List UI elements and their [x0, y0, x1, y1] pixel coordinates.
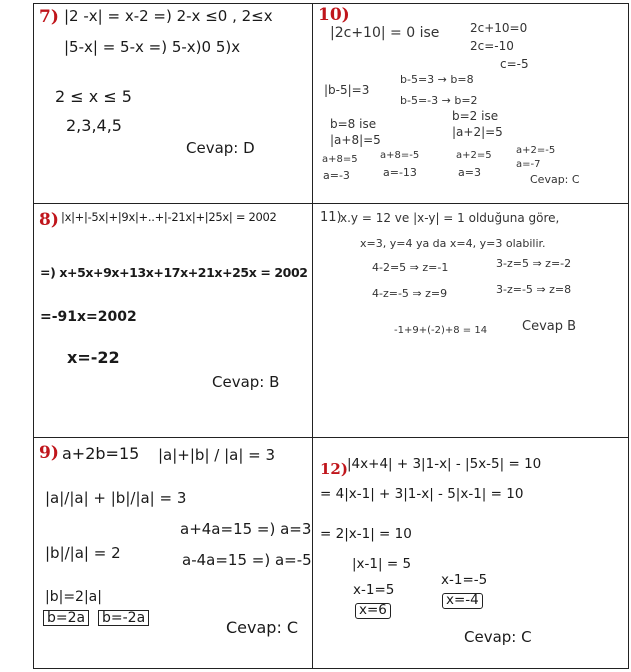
problem-11-answer: Cevap B [522, 319, 577, 334]
problem-9-line-3: |a|/|a| + |b|/|a| = 3 [45, 489, 187, 507]
problem-11-line-1: x.y = 12 ve |x-y| = 1 olduğuna göre, [340, 211, 560, 225]
problem-10-line-13: a+8=-5 [380, 150, 420, 161]
problem-10-line-1: |2c+10| = 0 ise [330, 25, 440, 41]
problem-11-line-7: -1+9+(-2)+8 = 14 [394, 325, 488, 336]
problem-10-line-3: 2c=-10 [470, 39, 514, 53]
problem-9-number: 9) [39, 443, 59, 463]
problem-10-line-5: |b-5|=3 [324, 83, 370, 97]
row-divider-1 [33, 203, 629, 204]
problem-9-line-9: b=-2a [98, 610, 149, 626]
problem-11-number: 11) [320, 210, 342, 225]
problem-11-line-6: 3-z=-5 ⇒ z=8 [496, 283, 572, 296]
problem-12-line-8: x=-4 [442, 593, 483, 609]
problem-12-number: 12) [320, 460, 348, 478]
problem-9-line-1: a+2b=15 [62, 444, 140, 463]
problem-10-line-4: c=-5 [500, 57, 529, 71]
problem-12-line-5: x-1=5 [353, 582, 395, 598]
problem-7-answer: Cevap: D [186, 139, 255, 157]
problem-12-line-4: |x-1| = 5 [352, 556, 412, 572]
problem-10-answer: Cevap: C [530, 173, 580, 186]
problem-10-line-16: a=-3 [323, 169, 350, 182]
problem-10-number: 10) [318, 5, 350, 25]
problem-12-answer: Cevap: C [464, 628, 532, 646]
problem-10-line-2: 2c+10=0 [470, 21, 528, 35]
problem-9-line-6: a-4a=15 =) a=-5 [182, 551, 312, 569]
problem-10-line-12: a+8=5 [322, 154, 358, 165]
problem-10-line-7: b-5=-3 → b=2 [400, 94, 478, 107]
row-divider-2 [33, 437, 629, 438]
problem-12-line-7: x=6 [355, 603, 391, 619]
problem-10-line-19: a=-7 [516, 159, 541, 170]
problem-9-line-8: b=2a [43, 610, 89, 626]
problem-9-line-2: |a|+|b| / |a| = 3 [158, 446, 276, 464]
problem-10-line-8: b=8 ise [330, 117, 377, 131]
problem-11-line-4: 3-z=5 ⇒ z=-2 [496, 257, 572, 270]
problem-7-line-3: 2 ≤ x ≤ 5 [55, 87, 132, 106]
problem-9-answer: Cevap: C [226, 618, 299, 637]
problem-7-line-2: |5-x| = 5-x =) 5-x)0 5)x [64, 38, 241, 56]
problem-10-line-9: b=2 ise [452, 109, 499, 123]
problem-7-number: 7) [39, 7, 59, 27]
problem-9-line-7: |b|=2|a| [45, 589, 102, 605]
problem-10-line-10: |a+8|=5 [330, 133, 381, 147]
problem-12-line-6: x-1=-5 [441, 572, 488, 588]
problem-8-answer: Cevap: B [212, 373, 280, 391]
problem-8-line-2: =) x+5x+9x+13x+17x+21x+25x = 2002 [40, 265, 308, 280]
problem-8-number: 8) [39, 210, 59, 230]
problem-10-line-6: b-5=3 → b=8 [400, 73, 474, 86]
problem-11-line-5: 4-z=-5 ⇒ z=9 [372, 287, 448, 300]
problem-8-line-1: |x|+|-5x|+|9x|+..+|-21x|+|25x| = 2002 [61, 210, 277, 224]
column-divider [312, 3, 313, 669]
problem-10-line-11: |a+2|=5 [452, 125, 503, 139]
problem-10-line-14: a+2=5 [456, 150, 492, 161]
problem-8-line-4: x=-22 [67, 348, 120, 367]
problem-7-line-4: 2,3,4,5 [66, 116, 122, 135]
problem-11-line-2: x=3, y=4 ya da x=4, y=3 olabilir. [360, 237, 546, 250]
problem-8-line-3: =-91x=2002 [40, 309, 137, 325]
problem-10-line-15: a+2=-5 [516, 145, 556, 156]
problem-12-line-2: = 4|x-1| + 3|1-x| - 5|x-1| = 10 [320, 486, 524, 502]
problem-7-line-1: |2 -x| = x-2 =) 2-x ≤0 , 2≤x [64, 7, 273, 25]
problem-12-line-3: = 2|x-1| = 10 [320, 526, 412, 542]
problem-9-line-5: a+4a=15 =) a=3 [180, 520, 312, 538]
problem-10-line-17: a=-13 [383, 166, 417, 179]
problem-12-line-1: |4x+4| + 3|1-x| - |5x-5| = 10 [347, 456, 542, 472]
problem-11-line-3: 4-2=5 ⇒ z=-1 [372, 261, 449, 274]
problem-9-line-4: |b|/|a| = 2 [45, 544, 121, 562]
problem-10-line-18: a=3 [458, 166, 481, 179]
